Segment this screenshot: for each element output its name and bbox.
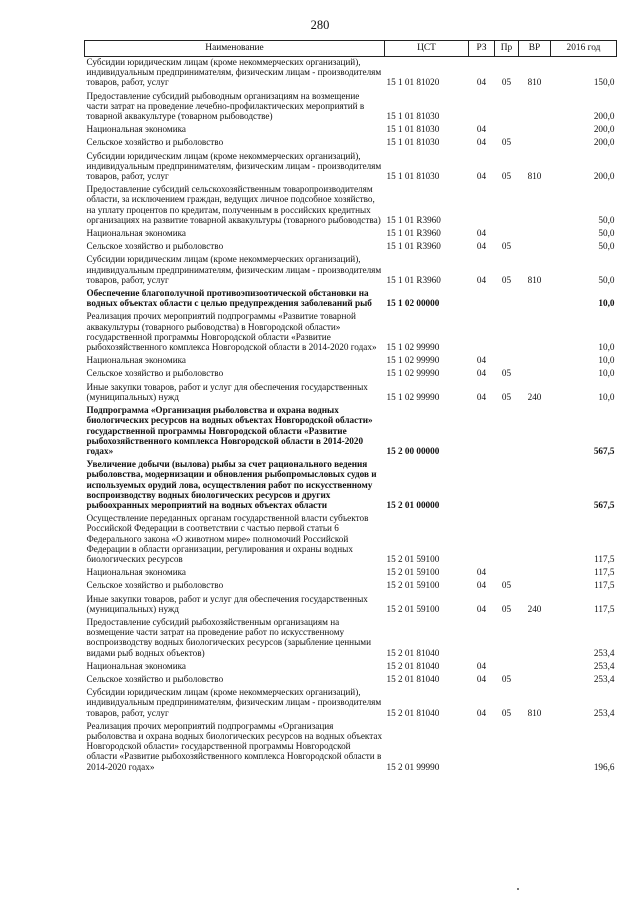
cell-rz: 04: [476, 355, 487, 366]
cell-amount: 567,5: [593, 499, 615, 510]
table-row: [85, 288, 617, 311]
cell-cst: 15 2 01 81040: [386, 647, 440, 658]
cell-amount: 50,0: [598, 274, 615, 285]
cell-amount: 10,0: [598, 342, 615, 353]
cell-vr: [519, 241, 551, 254]
table-row: [85, 228, 617, 241]
cell-rz: [469, 721, 495, 775]
cell-vr: [519, 674, 551, 687]
cell-rz: 04: [476, 368, 487, 379]
table-row: [85, 687, 617, 721]
cell-vr: 240: [527, 391, 542, 402]
cell-rz: [469, 184, 495, 228]
cell-cst: 15 1 01 R3960: [386, 228, 441, 239]
cell-amount: 10,0: [598, 391, 615, 402]
cell-name: Сельское хозяйство и рыболовство: [86, 580, 224, 591]
cell-cst: 15 2 00 00000: [386, 445, 440, 456]
cell-rz: 04: [476, 660, 487, 671]
cell-rz: 04: [476, 274, 487, 285]
cell-vr: [519, 311, 551, 355]
cell-amount: 117,5: [594, 553, 615, 564]
cell-pr: 05: [501, 580, 512, 591]
header-cst: ЦСТ: [385, 41, 469, 57]
cell-cst: 15 2 01 99990: [386, 761, 440, 772]
table-row: [85, 674, 617, 687]
table-row: [85, 617, 617, 661]
cell-vr: [519, 288, 551, 311]
table-row: [85, 513, 617, 567]
cell-vr: [519, 459, 551, 513]
table-row: [85, 661, 617, 674]
cell-rz: 04: [476, 124, 487, 135]
cell-amount: 200,0: [593, 111, 615, 122]
cell-pr: 05: [501, 368, 512, 379]
header-name: Наименование: [85, 41, 385, 57]
table-row: [85, 567, 617, 580]
cell-rz: 04: [476, 707, 487, 718]
cell-cst: 15 1 01 81030: [386, 124, 440, 135]
table-header-row: [85, 41, 617, 57]
cell-pr: [495, 228, 519, 241]
cell-cst: 15 1 01 81030: [386, 111, 440, 122]
table-row: [85, 355, 617, 368]
cell-amount: 200,0: [593, 124, 615, 135]
table-row: [85, 151, 617, 185]
cell-name: Иные закупки товаров, работ и услуг для обеспечения государственных (муниципальных) нужд: [86, 381, 368, 402]
cell-rz: 04: [476, 580, 487, 591]
cell-pr: [495, 721, 519, 775]
header-year: 2016 год: [551, 41, 617, 57]
table-row: [85, 580, 617, 593]
cell-vr: [519, 580, 551, 593]
cell-pr: [495, 91, 519, 125]
cell-rz: [469, 459, 495, 513]
cell-amount: 150,0: [593, 77, 615, 88]
table-row: [85, 184, 617, 228]
cell-cst: 15 1 01 81020: [386, 77, 440, 88]
cell-rz: 04: [476, 567, 487, 578]
cell-amount: 117,5: [594, 603, 615, 614]
table-row: [85, 459, 617, 513]
cell-rz: [469, 617, 495, 661]
cell-name: Сельское хозяйство и рыболовство: [86, 673, 224, 684]
cell-rz: 04: [476, 603, 487, 614]
budget-table: [84, 40, 617, 775]
cell-cst: 15 1 01 R3960: [386, 241, 441, 252]
cell-vr: [519, 184, 551, 228]
cell-cst: 15 1 01 81030: [386, 137, 440, 148]
scan-speck: [517, 888, 519, 890]
cell-name: Предоставление субсидий сельскохозяйственным товаропроизводителям области, за исключением граждан, ведущих личное подсобное хозяйство, на уплату процентов по кредитам, полученным в российских кредитных организациях на развитие товарной аквакультуры (товарного рыбоводства): [86, 184, 381, 225]
cell-amount: 253,4: [593, 660, 615, 671]
cell-pr: 05: [501, 391, 512, 402]
cell-name: Иные закупки товаров, работ и услуг для обеспечения государственных (муниципальных) нужд: [86, 593, 368, 614]
cell-vr: [519, 228, 551, 241]
cell-rz: 04: [476, 673, 487, 684]
cell-name: Реализация прочих мероприятий подпрограммы «Организация рыболовства и охрана водных биологических ресурсов на водных объектах Новгородской области» государственной программы Новгородской области «Развитие рыбохозяйственного комплекса Новгородской области в 2014-2020 годах»: [86, 720, 383, 772]
cell-name: Национальная экономика: [86, 660, 187, 671]
table-row: [85, 594, 617, 617]
cell-vr: [519, 513, 551, 567]
cell-rz: 04: [476, 391, 487, 402]
cell-pr: 05: [501, 274, 512, 285]
cell-pr: 05: [501, 171, 512, 182]
cell-pr: [495, 124, 519, 137]
cell-cst: 15 2 01 59100: [386, 567, 440, 578]
cell-name: Подпрограмма «Организация рыболовства и охрана водных биологических ресурсов на водных объектах Новгородской области» государственной программы Новгородской области «Развитие рыбохозяйственного комплекса Новгородской области в 2014-2020 годах»: [86, 405, 373, 456]
cell-vr: [519, 91, 551, 125]
cell-pr: [495, 567, 519, 580]
cell-cst: 15 2 01 59100: [386, 603, 440, 614]
cell-rz: [469, 288, 495, 311]
cell-name: Сельское хозяйство и рыболовство: [86, 137, 224, 148]
cell-vr: [519, 617, 551, 661]
cell-cst: 15 2 01 81040: [386, 673, 440, 684]
table-row: [85, 241, 617, 254]
cell-cst: 15 1 01 R3960: [386, 214, 441, 225]
table-row: [85, 368, 617, 381]
cell-vr: [519, 355, 551, 368]
header-vr: ВР: [519, 41, 551, 57]
table-row: [85, 124, 617, 137]
cell-vr: [519, 661, 551, 674]
cell-amount: 567,5: [593, 445, 615, 456]
cell-name: Реализация прочих мероприятий подпрограммы «Развитие товарной аквакультуры (товарного рыбоводства) в Новгородской области» государственной программы Новгородской области «Развитие рыбохозяйственного комплекса Новгородской области в 2014-2020 годах»: [86, 311, 377, 353]
cell-cst: 15 1 02 99990: [386, 368, 440, 379]
cell-name: Осуществление переданных органам государственной власти субъектов Российской Федерации в соответствии с частью первой статьи 6 Федерального закона «О животном мире» полномочий Российской Федерации в области организации, регулирования и охраны водных биологических ресурсов: [86, 513, 369, 564]
cell-cst: 15 2 01 00000: [386, 499, 440, 510]
table-row: [85, 91, 617, 125]
table-row: [85, 311, 617, 355]
cell-amount: 50,0: [598, 241, 615, 252]
cell-name: Сельское хозяйство и рыболовство: [86, 241, 224, 252]
cell-name: Национальная экономика: [86, 124, 187, 135]
cell-amount: 253,4: [593, 647, 615, 658]
cell-vr: [519, 567, 551, 580]
cell-name: Предоставление субсидий рыбохозяйственным организациям на возмещение части затрат на проведение работ по искусственному воспроизводству водных биологических ресурсов (зарыбление ценными видами рыб водных объектов): [86, 616, 372, 658]
cell-amount: 117,5: [594, 580, 615, 591]
cell-cst: 15 1 01 R3960: [386, 274, 441, 285]
cell-cst: 15 2 01 59100: [386, 580, 440, 591]
cell-pr: 05: [501, 77, 512, 88]
cell-rz: [469, 311, 495, 355]
cell-vr: [519, 368, 551, 381]
cell-rz: 04: [476, 77, 487, 88]
cell-amount: 253,4: [593, 707, 615, 718]
cell-name: Национальная экономика: [86, 228, 187, 239]
cell-vr: 810: [527, 274, 542, 285]
table-row: [85, 721, 617, 775]
cell-pr: [495, 311, 519, 355]
cell-amount: 117,5: [594, 567, 615, 578]
cell-cst: 15 2 01 59100: [386, 553, 440, 564]
cell-pr: 05: [501, 673, 512, 684]
cell-name: Национальная экономика: [86, 567, 187, 578]
cell-name: Национальная экономика: [86, 355, 187, 366]
table-row: [85, 405, 617, 459]
cell-rz: 04: [476, 137, 487, 148]
cell-name: Предоставление субсидий рыбоводным организациям на возмещение части затрат на проведение лечебно-профилактических мероприятий в товарной аквакультуре (товарном рыбоводстве): [86, 90, 365, 122]
table-row: [85, 57, 617, 91]
cell-name: Увеличение добычи (вылова) рыбы за счет рационального ведения рыболовства, модернизации и обновления рыбопромысловых судов и используемых орудий лова, осуществления работ по искусственному воспроизводству водных биологических ресурсов и других рыбоохранных мероприятий на водных объектах области: [86, 459, 377, 510]
cell-vr: [519, 721, 551, 775]
cell-amount: 10,0: [598, 368, 615, 379]
cell-amount: 253,4: [593, 673, 615, 684]
cell-pr: 05: [501, 241, 512, 252]
cell-pr: [495, 288, 519, 311]
table-row: [85, 254, 617, 288]
cell-rz: 04: [476, 171, 487, 182]
cell-pr: [495, 513, 519, 567]
cell-vr: 810: [527, 707, 542, 718]
cell-cst: 15 1 02 99990: [386, 355, 440, 366]
cell-name: Обеспечение благополучной противоэпизоотической обстановки на водных объектах области с целью предупреждения заболеваний рыб: [86, 288, 372, 309]
cell-pr: 05: [501, 707, 512, 718]
cell-name: Субсидии юридическим лицам (кроме некоммерческих организаций), индивидуальным предпринимателям, физическим лицам - производителям товаров, работ, услуг: [86, 150, 382, 182]
cell-cst: 15 1 02 99990: [386, 391, 440, 402]
cell-pr: 05: [501, 137, 512, 148]
cell-rz: 04: [476, 241, 487, 252]
cell-vr: 810: [527, 77, 542, 88]
header-pr: Пр: [495, 41, 519, 57]
cell-name: Субсидии юридическим лицам (кроме некоммерческих организаций), индивидуальным предпринимателям, физическим лицам - производителям товаров, работ, услуг: [86, 57, 382, 88]
cell-pr: [495, 617, 519, 661]
cell-amount: 50,0: [598, 228, 615, 239]
cell-cst: 15 1 02 00000: [386, 298, 440, 309]
cell-amount: 196,6: [593, 761, 615, 772]
cell-pr: [495, 355, 519, 368]
cell-amount: 200,0: [593, 171, 615, 182]
cell-pr: [495, 459, 519, 513]
cell-cst: 15 2 01 81040: [386, 660, 440, 671]
cell-rz: [469, 91, 495, 125]
cell-name: Субсидии юридическим лицам (кроме некоммерческих организаций), индивидуальным предпринимателям, физическим лицам - производителям товаров, работ, услуг: [86, 687, 382, 718]
cell-rz: [469, 513, 495, 567]
table-row: [85, 382, 617, 405]
cell-name: Сельское хозяйство и рыболовство: [86, 368, 224, 379]
cell-pr: [495, 184, 519, 228]
page-number: 280: [310, 18, 330, 32]
cell-pr: [495, 661, 519, 674]
cell-amount: 200,0: [593, 137, 615, 148]
cell-cst: 15 1 01 81030: [386, 171, 440, 182]
cell-pr: 05: [501, 603, 512, 614]
cell-pr: [495, 405, 519, 459]
cell-cst: 15 1 02 99990: [386, 342, 440, 353]
cell-vr: 810: [527, 171, 542, 182]
cell-amount: 10,0: [598, 298, 615, 309]
header-rz: РЗ: [469, 41, 495, 57]
cell-vr: [519, 124, 551, 137]
cell-vr: [519, 405, 551, 459]
cell-amount: 10,0: [598, 355, 615, 366]
cell-vr: 240: [527, 603, 542, 614]
cell-rz: [469, 405, 495, 459]
table-row: [85, 137, 617, 150]
cell-vr: [519, 137, 551, 150]
cell-amount: 50,0: [598, 214, 615, 225]
cell-name: Субсидии юридическим лицам (кроме некоммерческих организаций), индивидуальным предпринимателям, физическим лицам - производителям товаров, работ, услуг: [86, 254, 382, 285]
cell-rz: 04: [476, 228, 487, 239]
cell-cst: 15 2 01 81040: [386, 707, 440, 718]
